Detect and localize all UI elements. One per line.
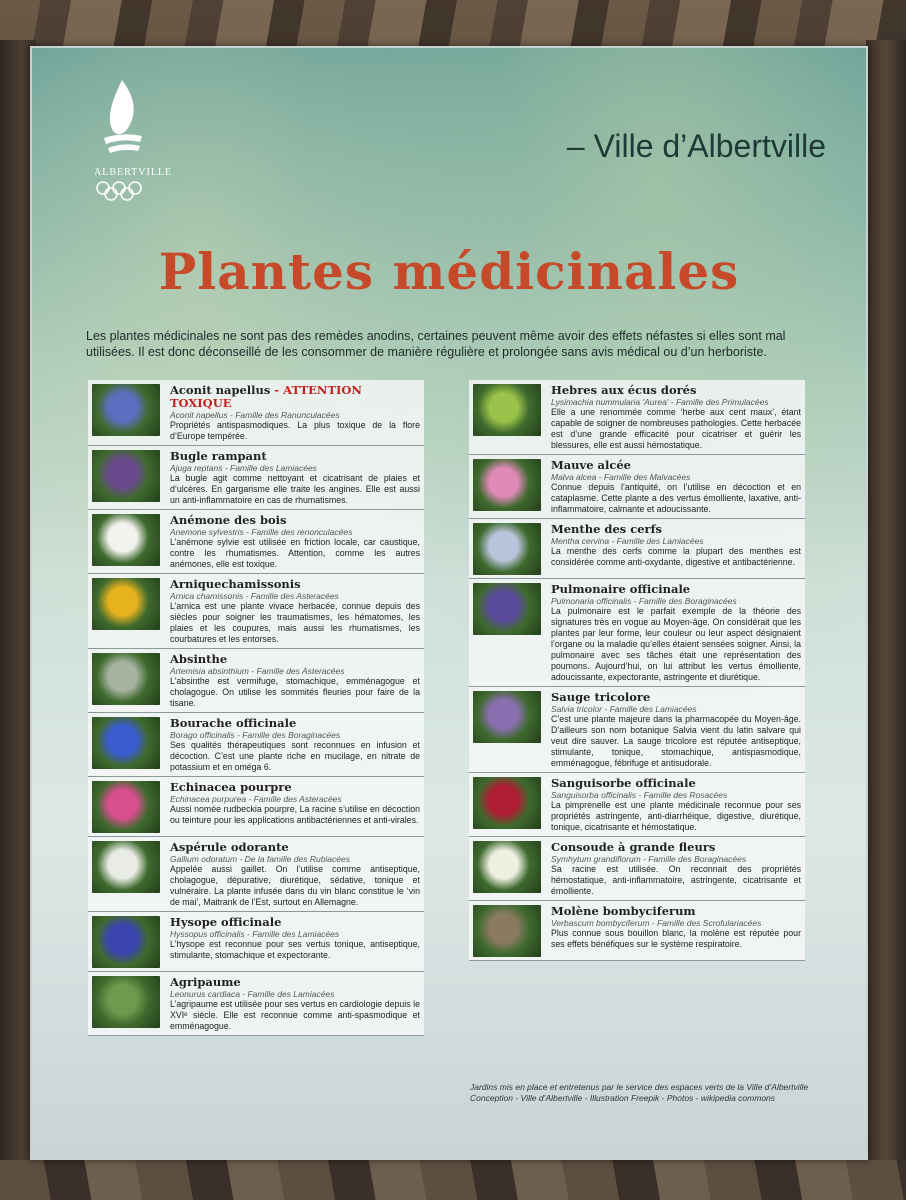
plant-name bbox=[551, 905, 801, 918]
plant-entry bbox=[469, 901, 805, 961]
wooden-post-right bbox=[866, 40, 906, 1170]
plant-latin-name: Borago officinalis - Famille des Boraginacées bbox=[170, 730, 341, 740]
plant-description: L’hysope est reconnue pour ses vertus tonique, antiseptique, stimulante, stomachique et expectorante. bbox=[170, 939, 420, 960]
plant-photo bbox=[473, 583, 541, 635]
plant-latin-name: Pulmonaria officinalis - Famille des Boraginacées bbox=[551, 596, 737, 606]
plant-latin-name: Lysimachia nummularia 'Aurea' - Famille des Primulacées bbox=[551, 397, 769, 407]
plant-name bbox=[551, 691, 801, 704]
plant-name bbox=[551, 459, 801, 472]
plant-text bbox=[170, 717, 420, 773]
plant-latin-name: Anemone sylvestris - Famille des renonculacées bbox=[170, 527, 353, 537]
plant-photo bbox=[473, 459, 541, 511]
plant-latin-name: Symhytum grandiflorum - Famille des Boraginacées bbox=[551, 854, 747, 864]
plant-entry bbox=[469, 837, 805, 901]
albertville-olympic-logo bbox=[94, 76, 173, 207]
plant-name-text: Aconit napellus bbox=[170, 383, 271, 397]
plant-photo bbox=[92, 976, 160, 1028]
plant-name bbox=[551, 583, 801, 596]
plant-name-text: Agripaume bbox=[170, 975, 241, 989]
plant-text bbox=[551, 459, 801, 515]
plant-name-text: Consoude à grande fleurs bbox=[551, 840, 716, 854]
logo-text: ALBERTVILLE bbox=[94, 167, 173, 178]
plant-latin-name: Gallium odoratum - De la famille des Rubiacées bbox=[170, 854, 350, 864]
plant-text bbox=[170, 514, 420, 570]
plant-photo bbox=[92, 781, 160, 833]
plant-name-text: Hebres aux écus dorés bbox=[551, 383, 697, 397]
plant-description: Ses qualités thérapeutiques sont reconnues en infusion et décoction. C’est une plante riche en mucilage, en nitrate de potassium et en oméga 6. bbox=[170, 740, 420, 772]
plant-latin-name: Arnica chamissonis - Famille des Asteracées bbox=[170, 591, 339, 601]
flame-icon bbox=[94, 76, 150, 160]
plant-name-text: Absinthe bbox=[170, 652, 228, 666]
plant-photo bbox=[92, 578, 160, 630]
plant-entry bbox=[88, 446, 424, 510]
plant-entry bbox=[469, 579, 805, 687]
plant-text bbox=[170, 781, 420, 833]
plant-name-text: Menthe des cerfs bbox=[551, 522, 663, 536]
plant-latin-name: Aconit napellus - Famille des Ranunculacées bbox=[170, 410, 340, 420]
plant-photo bbox=[473, 841, 541, 893]
plant-name bbox=[170, 653, 420, 666]
plant-name bbox=[170, 450, 420, 463]
plant-text bbox=[170, 384, 420, 442]
plant-name bbox=[170, 717, 420, 730]
plant-photo bbox=[473, 384, 541, 436]
plant-name-text: Sanguisorbe officinale bbox=[551, 776, 696, 790]
plant-description: C’est une plante majeure dans la pharmacopée du Moyen-âge. D’ailleurs son nom botanique Salvia vient du latin salvare qui veut dire sauver. La sauge tricolore est réputée antiseptique, stimulante, tonique, stomachique, antispasmodique, emménagogue, fébrifuge et antisudorale. bbox=[551, 714, 801, 768]
plant-name bbox=[170, 916, 420, 929]
plant-latin-name: Artemisia absinthium - Famille des Asteracées bbox=[170, 666, 345, 676]
plant-photo bbox=[92, 384, 160, 436]
intro-paragraph: Les plantes médicinales ne sont pas des remèdes anodins, certaines peuvent même avoir des effets néfastes si elles sont mal utilisées. Il est donc déconseillé de les consommer de manière régulière et prolongée sans avis médical ou d’un herboriste. bbox=[86, 329, 786, 359]
plant-latin-name: Echinacea purpurea - Famille des Asteracées bbox=[170, 794, 342, 804]
plant-name-text: Bourache officinale bbox=[170, 716, 297, 730]
plant-text bbox=[551, 841, 801, 897]
plant-entry bbox=[88, 972, 424, 1036]
plant-name bbox=[170, 781, 420, 794]
plant-entry bbox=[88, 574, 424, 649]
plant-name-text: Pulmonaire officinale bbox=[551, 582, 691, 596]
plant-text bbox=[170, 916, 420, 968]
plant-name-text: Molène bombyciferum bbox=[551, 904, 696, 918]
plant-photo bbox=[92, 514, 160, 566]
plant-photo bbox=[92, 841, 160, 893]
plant-latin-name: Ajuga reptans - Famille des Lamiacées bbox=[170, 463, 317, 473]
plant-text bbox=[170, 841, 420, 908]
plant-text bbox=[170, 976, 420, 1032]
plant-entry bbox=[469, 380, 805, 455]
plant-description: La pulmonaire est le parfait exemple de la théorie des signatures très en vogue au Moyen-âge. On considérait que les plantes par leur forme, leur couleur ou leur aspect désignaient l’organe ou la maladie qu’elles étaient sensées soigner. Ainsi, la pulmonaire avec ses tâches était une représentation des poumons. Aujourd’hui, on lui attribut les vertus émolliente, adoucissante, expectorante, astringente et diurétique. bbox=[551, 606, 801, 682]
plant-text bbox=[170, 653, 420, 709]
plant-entry bbox=[469, 687, 805, 773]
page-title: Plantes médicinales bbox=[158, 242, 740, 301]
plant-description: Connue depuis l’antiquité, on l’utilise en décoction et en cataplasme. Cette plante a des vertus émolliente, laxative, anti-inflammatoire, calmante et adoucissante. bbox=[551, 482, 801, 514]
plant-latin-name: Verbascum bombyciferum - Famille des Scrofulariacées bbox=[551, 918, 762, 928]
plants-column-right bbox=[469, 380, 805, 961]
plant-text bbox=[170, 578, 420, 645]
plant-latin-name: Malva alcea - Famille des Malvacées bbox=[551, 472, 691, 482]
plant-name-text: Echinacea pourpre bbox=[170, 780, 292, 794]
plant-name-text: Sauge tricolore bbox=[551, 690, 651, 704]
plant-description: Plus connue sous bouillon blanc, la molène est réputée pour ses effets bénéfiques sur le système respiratoire. bbox=[551, 928, 801, 949]
plant-description: La bugle agit comme nettoyant et cicatrisant de plaies et d’ulcères. En gargarisme elle traite les angines. Elle est aussi un anti-inflammatoire en cas de rhumatismes. bbox=[170, 473, 420, 505]
plant-name bbox=[170, 578, 420, 591]
plant-description: Aussi nomée rudbeckia pourpre, La racine s’utilise en décoction ou teinture pour les applications antibactériennes et anti-virales. bbox=[170, 804, 420, 825]
plant-entry bbox=[469, 455, 805, 519]
plant-text bbox=[551, 905, 801, 957]
plant-latin-name: Leonurus cardiaca - Famille des Lamiacées bbox=[170, 989, 335, 999]
plant-text bbox=[551, 583, 801, 683]
credits-text: Jardins mis en place et entretenus par le service des espaces verts de la Ville d’Albertville Conception - Ville d’Albertville - Illustration Freepik - Photos - wikipedia commons bbox=[470, 1082, 809, 1103]
plant-text bbox=[551, 384, 801, 451]
plant-photo bbox=[473, 691, 541, 743]
plant-photo bbox=[92, 450, 160, 502]
plant-name-text: Mauve alcée bbox=[551, 458, 632, 472]
plant-photo bbox=[92, 653, 160, 705]
plant-photo bbox=[92, 717, 160, 769]
plant-name-text: Aspérule odorante bbox=[170, 840, 289, 854]
plant-entry bbox=[88, 510, 424, 574]
plant-entry bbox=[469, 519, 805, 579]
plant-latin-name: Mentha cervina - Famille des Lamiacées bbox=[551, 536, 704, 546]
plant-description: L’anémone sylvie est utilisée en friction locale, car caustique, contre les rhumatismes. Attention, comme les autres anémones, elle est toxique. bbox=[170, 537, 420, 569]
plant-entry bbox=[88, 380, 424, 446]
plant-latin-name: Salvia tricolor - Famille des Lamiacées bbox=[551, 704, 697, 714]
plant-entry bbox=[88, 837, 424, 912]
olympic-rings-icon bbox=[94, 180, 144, 202]
plant-latin-name: Hyssopus officinalis - Famille des Lamiacées bbox=[170, 929, 340, 939]
plant-text bbox=[551, 691, 801, 769]
plant-description: Propriétés antispasmodiques. La plus toxique de la flore d’Europe tempérée. bbox=[170, 420, 420, 441]
plant-text bbox=[170, 450, 420, 506]
plant-photo bbox=[473, 523, 541, 575]
plant-name-text: Anémone des bois bbox=[170, 513, 287, 527]
plant-description: Elle a une renommée comme ‘herbe aux cent maux’, étant capable de soigner de nombreuses pathologies. Cette herbacée est d’une grande efficacité pour cicatriser et guérir les blessures, elle est aussi hémostatique. bbox=[551, 407, 801, 450]
plant-description: Sa racine est utilisée. On reconnait des propriétés hémostatique, anti-inflammatoire, astringente, cicatrisante et émolliente. bbox=[551, 864, 801, 896]
plant-name bbox=[551, 384, 801, 397]
plant-photo bbox=[473, 905, 541, 957]
plant-name bbox=[170, 841, 420, 854]
plant-description: L’agripaume est utilisée pour ses vertus en cardiologie depuis le XVIᵉ siècle. Elle est reconnue comme anti-spasmodique et emménagogue. bbox=[170, 999, 420, 1031]
plant-name bbox=[170, 976, 420, 989]
plant-name-text: Bugle rampant bbox=[170, 449, 267, 463]
plant-name bbox=[551, 523, 801, 536]
plant-description: L’arnica est une plante vivace herbacée, connue depuis des siècles pour soigner les traumatismes, les hématomes, les plaies et les coupures, mais aussi les rhumatismes, les courbatures et les entorses. bbox=[170, 601, 420, 644]
plant-description: Appelée aussi gaillet. On l’utilise comme antiseptique, cholagogue, dépurative, diurétique, sédative, tonique et vulnéraire. La plante infusée dans du vin blanc constitue le ‘vin de mai’, Maitrank de l’Est, surtout en Allemagne. bbox=[170, 864, 420, 907]
plant-description: La pimprenelle est une plante médicinale reconnue pour ses propriétés astringente, anti-diarrhéique, digestive, diurétique, tonique, cicatrisante et hémostatique. bbox=[551, 800, 801, 832]
plant-entry bbox=[88, 912, 424, 972]
plant-text bbox=[551, 523, 801, 575]
stone-wall-bottom bbox=[0, 1160, 906, 1200]
plant-name bbox=[551, 777, 801, 790]
plant-name bbox=[551, 841, 801, 854]
plant-entry bbox=[88, 649, 424, 713]
plant-name bbox=[170, 514, 420, 527]
plant-photo bbox=[473, 777, 541, 829]
plant-name-text: Hysope officinale bbox=[170, 915, 282, 929]
plant-photo bbox=[92, 916, 160, 968]
plant-description: L’absinthe est vermifuge, stomachique, emménagogue et cholagogue. On utilise les sommités fleuries pour faire de la tisane. bbox=[170, 676, 420, 708]
plants-column-left bbox=[88, 380, 424, 1036]
city-name: – Ville d’Albertville bbox=[566, 128, 826, 164]
plant-entry bbox=[88, 777, 424, 837]
plant-description: La menthe des cerfs comme la plupart des menthes est considérée comme anti-oxydante, digestive et antibactérienne. bbox=[551, 546, 801, 567]
plant-entry bbox=[88, 713, 424, 777]
plant-text bbox=[551, 777, 801, 833]
plant-name bbox=[170, 384, 420, 410]
plant-latin-name: Sanguisorba officinalis - Famille des Rosacées bbox=[551, 790, 728, 800]
information-panel bbox=[30, 46, 868, 1160]
plant-name-text: Arniquechamissonis bbox=[170, 577, 301, 591]
toxic-warning: - ATTENTION TOXIQUE bbox=[170, 383, 362, 410]
stone-wall-top bbox=[0, 0, 906, 48]
plant-entry bbox=[469, 773, 805, 837]
